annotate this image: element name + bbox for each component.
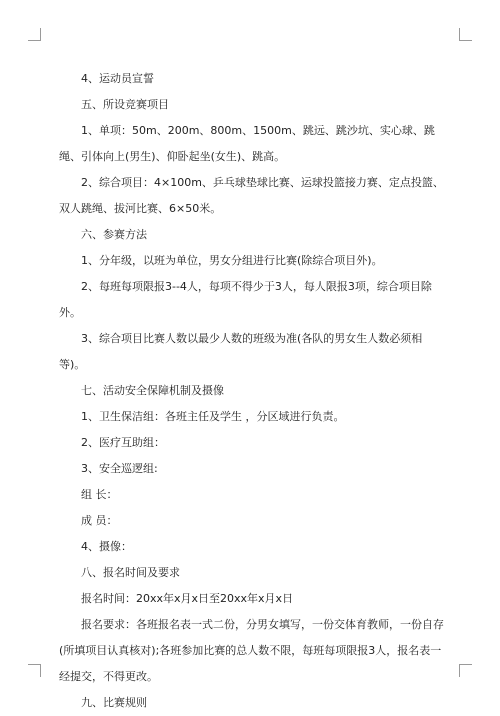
- item-athlete-oath: 4、运动员宣誓: [81, 72, 154, 85]
- crop-mark-bottom-right: [459, 664, 472, 677]
- heading-registration: 八、报名时间及要求: [81, 566, 180, 579]
- heading-safety-and-filming: 七、活动安全保障机制及摄像: [81, 384, 224, 397]
- crop-mark-bottom-left: [28, 664, 41, 677]
- crop-mark-top-right: [459, 28, 472, 41]
- filming-line: 4、摄像：: [81, 540, 132, 553]
- team-members-line: 成 员：: [81, 514, 118, 527]
- registration-time: 报名时间：20xx年x月x日至20xx年x月x日: [81, 592, 294, 605]
- heading-entry-method: 六、参赛方法: [81, 228, 147, 241]
- security-patrol-team: 3、安全巡逻组:: [81, 462, 158, 475]
- team-leader-line: 组 长：: [81, 488, 118, 501]
- registration-requirements: 报名要求：各班报名表一式二份，分男女填写，一份交体育教师，一份自存(所填项目认真核对);各班参加比赛的总人数不限，每班每项限报3人，报名表一经提交，不得更改。: [59, 618, 444, 683]
- document-body: [59, 66, 445, 716]
- entry-rule-2: 2、每班每项限报3--4人，每项不得少于3人，每人限报3项，综合项目除外。: [59, 280, 432, 319]
- hygiene-team: 1、卫生保洁组：各班主任及学生 ，分区域进行负责。: [81, 410, 345, 423]
- crop-mark-top-left: [28, 28, 41, 41]
- medical-team: 2、医疗互助组：: [81, 436, 165, 449]
- entry-rule-1: 1、分年级，以班为单位，男女分组进行比赛(除综合项目外)。: [81, 254, 383, 267]
- entry-rule-3: 3、综合项目比赛人数以最少人数的班级为准(各队的男女生人数必须相等)。: [59, 332, 423, 371]
- heading-competition-events: 五、所设竞赛项目: [81, 98, 169, 111]
- team-events-paragraph: 2、综合项目：4×100m、乒乓球垫球比赛、运球投篮接力赛、定点投篮、双人跳绳、拔河比赛、6×50米。: [59, 176, 444, 215]
- heading-competition-rules: 九、比赛规则: [81, 696, 147, 709]
- individual-events-paragraph: 1、单项：50m、200m、800m、1500m、跳远、跳沙坑、实心球、跳绳、引体向上(男生)、仰卧起坐(女生)、跳高。: [59, 124, 435, 163]
